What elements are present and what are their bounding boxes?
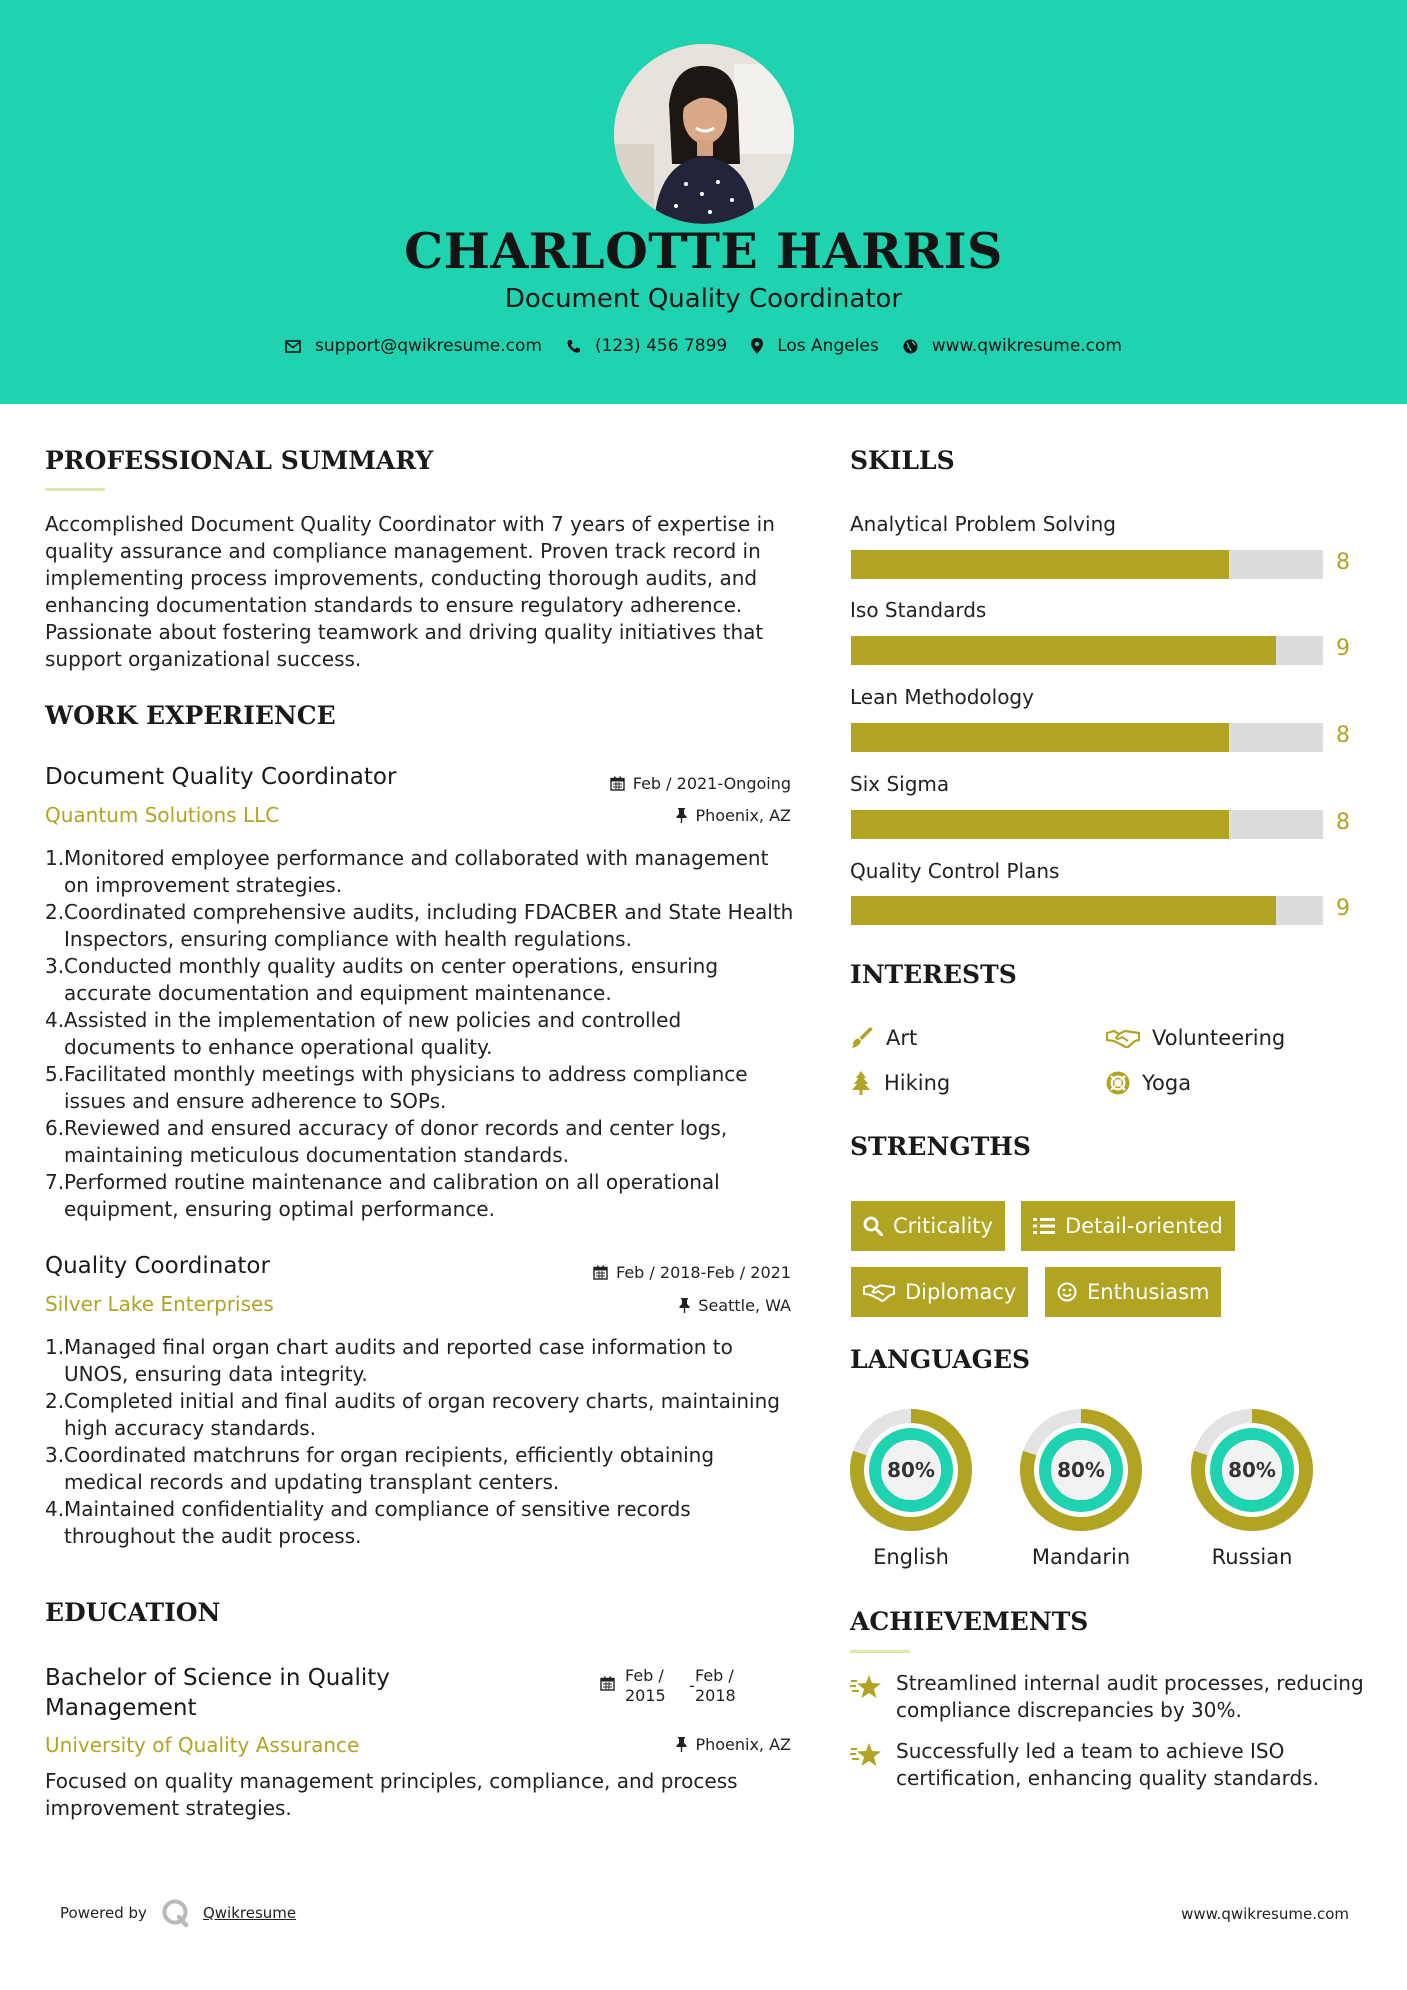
company-name: Silver Lake Enterprises [45, 1292, 274, 1316]
location-text: Los Angeles [777, 336, 879, 356]
job-bullets [45, 845, 795, 1223]
skill-name: Lean Methodology [850, 685, 1034, 709]
bullet-text: Facilitated monthly meetings with physicians to address compliance issues and ensure adherence to SOPs. [64, 1062, 748, 1113]
bullet-text: Coordinated comprehensive audits, including FDACBER and State Health Inspectors, ensuring compliance with health regulations. [64, 900, 794, 951]
interest-item [1106, 1026, 1285, 1050]
skill-bar-fill [851, 810, 1229, 839]
star-icon [850, 1674, 882, 1700]
skill-value: 8 [1336, 723, 1350, 748]
candidate-title: Document Quality Coordinator [504, 284, 903, 314]
interest-item [850, 1071, 950, 1095]
skill-bar-track [851, 810, 1323, 839]
contact-email[interactable] [285, 336, 542, 356]
handshake-icon [863, 1282, 895, 1302]
education-heading: EDUCATION [45, 1598, 221, 1627]
profile-photo-illustration [614, 44, 794, 224]
contact-website[interactable] [903, 336, 1122, 356]
contact-phone[interactable] [566, 336, 727, 356]
bullet-text: Reviewed and ensured accuracy of donor records and center logs, maintaining meticulous documentation standards. [64, 1116, 728, 1167]
strengths-heading: STRENGTHS [850, 1132, 1031, 1161]
interest-label: Yoga [1142, 1071, 1192, 1095]
skill-value: 9 [1336, 636, 1350, 661]
skill-bar-fill [851, 896, 1276, 925]
job-bullets [45, 1334, 795, 1550]
phone-icon [566, 339, 581, 354]
map-pin-icon [751, 338, 763, 354]
strength-label: Detail-oriented [1065, 1214, 1223, 1238]
skill-bar-track [851, 636, 1323, 665]
calendar-icon [610, 776, 625, 791]
bullet-text: Conducted monthly quality audits on center operations, ensuring accurate documentation and equipment maintenance. [64, 954, 719, 1005]
list-item: 1. Monitored employee performance and collaborated with management on improvement strategies. [45, 846, 769, 897]
language-percent: 80% [1057, 1458, 1105, 1482]
skill-value: 9 [1336, 896, 1350, 921]
strength-chip [851, 1267, 1028, 1317]
interests-heading: INTERESTS [850, 960, 1017, 989]
language-name: Russian [1211, 1545, 1293, 1569]
summary-text: Accomplished Document Quality Coordinator with 7 years of expertise in quality assurance and compliance management. Proven track record in implementing process improvements, conducting thorough audits, and enhancing documentation standards to ensure regulatory adherence. Passionate about fostering teamwork and driving quality initiatives that support organizational success. [45, 512, 775, 671]
qwikresume-link[interactable]: Qwikresume [202, 1904, 297, 1922]
list-item: 6. Reviewed and ensured accuracy of donor records and center logs, maintaining meticulous documentation standards. [45, 1116, 728, 1167]
calendar-icon [593, 1265, 608, 1280]
education-dates [600, 1666, 736, 1706]
start-month: Feb / [625, 1666, 664, 1685]
language-ring [1190, 1408, 1314, 1532]
achievement-text: Streamlined internal audit processes, reducing compliance discrepancies by 30%. [896, 1671, 1364, 1722]
interest-item [1106, 1071, 1191, 1095]
list-item: 7. Performed routine maintenance and calibration on all operational equipment, ensuring optimal performance. [45, 1170, 720, 1221]
handshake-icon [1106, 1028, 1140, 1048]
company-name: Quantum Solutions LLC [45, 803, 280, 827]
list-item: 4. Maintained confidentiality and compliance of sensitive records throughout the audit process. [45, 1497, 691, 1548]
achievements-heading: ACHIEVEMENTS [850, 1607, 1089, 1636]
pushpin-icon [676, 1737, 687, 1752]
degree-line-1: Bachelor of Science in Quality [45, 1665, 390, 1691]
footer-website[interactable]: www.qwikresume.com [1181, 1905, 1349, 1923]
skills-heading: SKILLS [850, 446, 955, 475]
list-item: 3. Conducted monthly quality audits on center operations, ensuring accurate documentation and equipment maintenance. [45, 954, 719, 1005]
achievements-underline [850, 1650, 910, 1653]
skill-name: Analytical Problem Solving [850, 512, 1116, 536]
calendar-icon [600, 1676, 615, 1691]
skill-name: Iso Standards [850, 598, 987, 622]
education-description: Focused on quality management principles, compliance, and process improvement strategies. [45, 1769, 738, 1820]
pushpin-icon [676, 808, 687, 823]
list-item: 2. Completed initial and final audits of organ recovery charts, maintaining high accuracy standards. [45, 1389, 780, 1440]
search-icon [863, 1216, 883, 1236]
achievement-item [850, 1738, 1370, 1792]
interest-item [850, 1026, 917, 1050]
list-item: 2. Coordinated comprehensive audits, including FDACBER and State Health Inspectors, ensuring compliance with health regulations. [45, 900, 794, 951]
start-year: 2015 [625, 1686, 666, 1705]
globe-icon [903, 339, 918, 354]
skill-value: 8 [1336, 550, 1350, 575]
profile-photo [614, 44, 794, 224]
list-item: 5. Facilitated monthly meetings with physicians to address compliance issues and ensure adherence to SOPs. [45, 1062, 748, 1113]
contact-row [0, 336, 1407, 356]
education-start [625, 1666, 689, 1706]
bullet-text: Maintained confidentiality and compliance of sensitive records throughout the audit process. [64, 1497, 691, 1548]
job-title: Quality Coordinator [45, 1253, 270, 1279]
envelope-icon [285, 340, 301, 353]
smile-icon [1057, 1282, 1077, 1302]
language-name: English [873, 1545, 949, 1569]
achievement-item [850, 1670, 1370, 1724]
degree-line-2: Management [45, 1695, 197, 1721]
skill-bar-track [851, 896, 1323, 925]
footer-branding [60, 1898, 296, 1928]
interest-label: Volunteering [1152, 1026, 1286, 1050]
list-item: 3. Coordinated matchruns for organ recipients, efficiently obtaining medical records and updating transplant centers. [45, 1443, 715, 1494]
header-banner [0, 0, 1407, 404]
education-location-text: Phoenix, AZ [695, 1735, 791, 1754]
strength-chip [1021, 1201, 1235, 1251]
pushpin-icon [679, 1298, 690, 1313]
candidate-name: CHARLOTTE HARRIS [404, 222, 1003, 280]
school-name: University of Quality Assurance [45, 1733, 360, 1757]
summary-heading: PROFESSIONAL SUMMARY [45, 446, 434, 475]
skill-name: Quality Control Plans [850, 859, 1060, 883]
list-icon [1033, 1217, 1055, 1235]
job-location-text: Seattle, WA [698, 1296, 791, 1315]
job-dates-text: Feb / 2021-Ongoing [632, 774, 791, 793]
end-year: 2018 [695, 1686, 736, 1705]
website-text: www.qwikresume.com [931, 336, 1122, 356]
summary-underline [45, 488, 105, 491]
bullet-text: Monitored employee performance and collaborated with management on improvement strategies. [64, 846, 769, 897]
bullet-text: Managed final organ chart audits and reported case information to UNOS, ensuring data integrity. [64, 1335, 733, 1386]
skill-bar-track [851, 550, 1323, 579]
interest-label: Art [886, 1026, 918, 1050]
lifebuoy-icon [1106, 1071, 1130, 1095]
interest-label: Hiking [884, 1071, 951, 1095]
tree-icon [850, 1071, 872, 1095]
skill-bar-fill [851, 723, 1229, 752]
achievement-text: Successfully led a team to achieve ISO certification, enhancing quality standards. [896, 1739, 1319, 1790]
strength-label: Criticality [893, 1214, 993, 1238]
phone-text: (123) 456 7899 [594, 336, 728, 356]
job-dates [560, 1263, 791, 1282]
list-item: 4. Assisted in the implementation of new policies and controlled documents to enhance operational quality. [45, 1008, 682, 1059]
strength-label: Diplomacy [905, 1280, 1017, 1304]
language-ring [849, 1408, 973, 1532]
skill-value: 8 [1336, 810, 1350, 835]
bullet-text: Coordinated matchruns for organ recipients, efficiently obtaining medical records and updating transplant centers. [64, 1443, 715, 1494]
language-name: Mandarin [1031, 1545, 1131, 1569]
job-title: Document Quality Coordinator [45, 764, 397, 790]
language-ring [1019, 1408, 1143, 1532]
languages-heading: LANGUAGES [850, 1345, 1031, 1374]
skill-bar-track [851, 723, 1323, 752]
star-icon [850, 1742, 882, 1768]
job-location [560, 1296, 791, 1315]
list-item: 1. Managed final organ chart audits and reported case information to UNOS, ensuring data integrity. [45, 1335, 733, 1386]
strength-chip [1045, 1267, 1221, 1317]
paintbrush-icon [850, 1027, 874, 1049]
contact-location [751, 336, 879, 356]
strength-chip [851, 1201, 1005, 1251]
skill-name: Six Sigma [850, 772, 950, 796]
end-month: Feb / [695, 1666, 734, 1685]
qwikresume-logo-icon [161, 1898, 191, 1928]
skill-bar-fill [851, 636, 1276, 665]
powered-by-label: Powered by [60, 1904, 147, 1922]
email-text: support@qwikresume.com [315, 336, 542, 356]
degree-title [45, 1663, 390, 1723]
job-location [560, 806, 791, 825]
experience-heading: WORK EXPERIENCE [45, 701, 336, 730]
language-percent: 80% [887, 1458, 935, 1482]
skill-bar-fill [851, 550, 1229, 579]
language-percent: 80% [1228, 1458, 1276, 1482]
job-dates-text: Feb / 2018-Feb / 2021 [616, 1263, 791, 1282]
job-location-text: Phoenix, AZ [695, 806, 791, 825]
bullet-text: Assisted in the implementation of new policies and controlled documents to enhance operational quality. [64, 1008, 682, 1059]
education-end [695, 1666, 736, 1706]
date-separator: - [689, 1676, 695, 1695]
job-dates [560, 774, 791, 793]
bullet-text: Completed initial and final audits of organ recovery charts, maintaining high accuracy standards. [64, 1389, 780, 1440]
education-location [560, 1735, 791, 1754]
strength-label: Enthusiasm [1087, 1280, 1210, 1304]
bullet-text: Performed routine maintenance and calibration on all operational equipment, ensuring optimal performance. [64, 1170, 720, 1221]
